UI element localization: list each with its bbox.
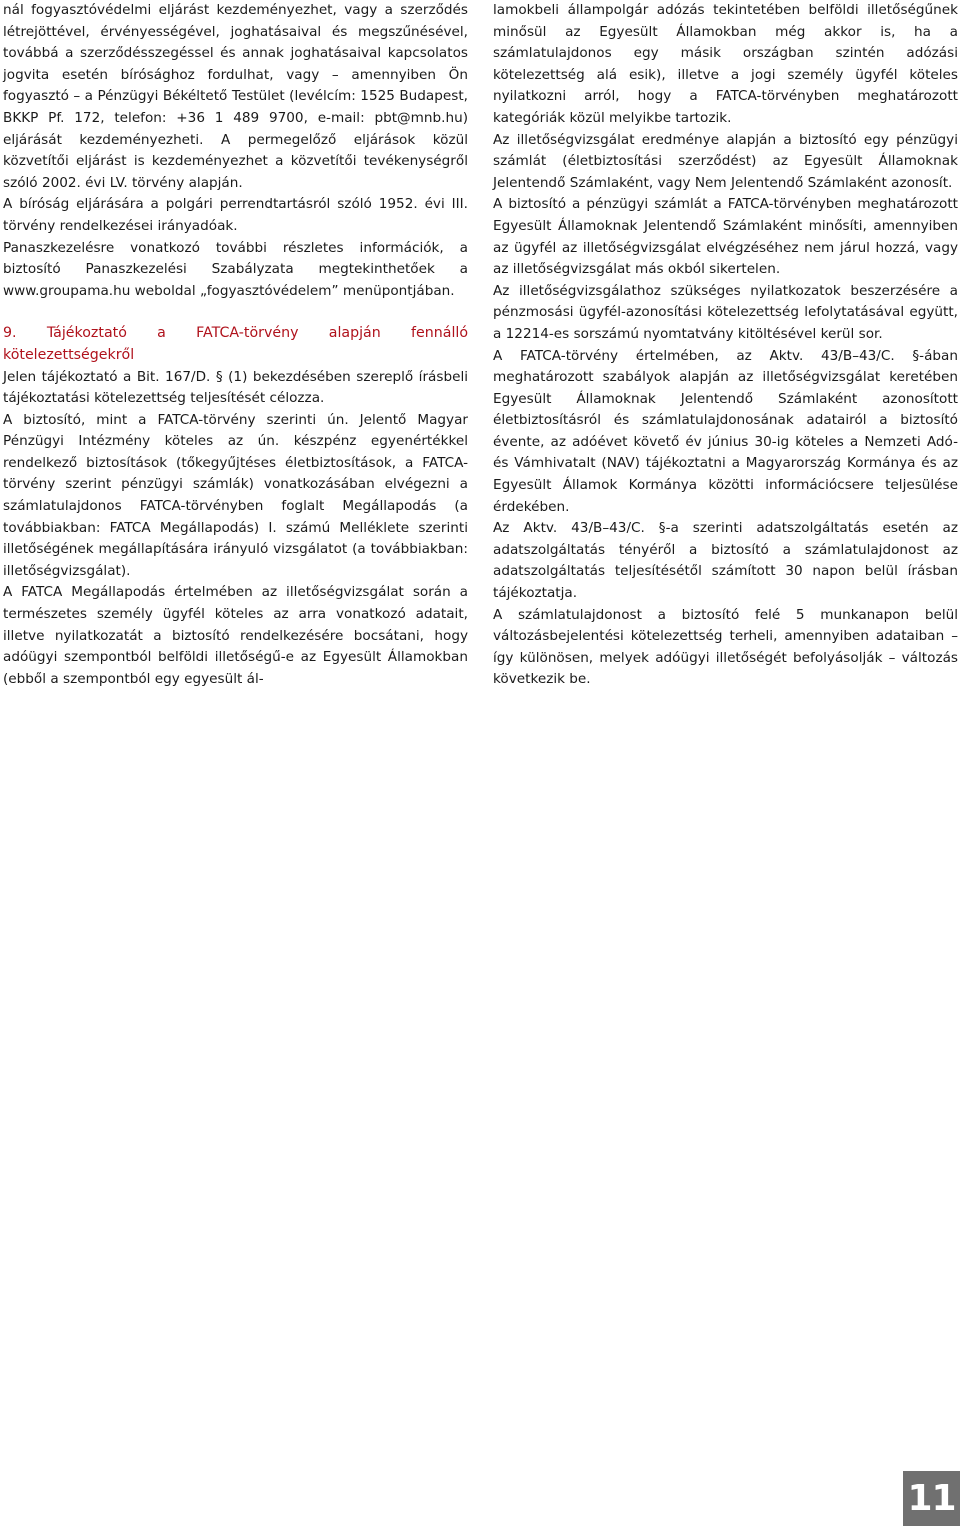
section-heading-number: 9.: [3, 325, 17, 342]
paragraph-fatca-agreement: A FATCA Megállapodás értelmében az illetőségvizsgálat során a természetes személy ügyfél köteles az arra vonatkozó adatait, illetve nyilatkozatát a biztosító rendelkezésére bocsátani, hogy adóügyi szempontból belföldi illetőségű-e az Egyesült Államokban (ebből a szempontból egy egyesült ál-: [3, 584, 468, 687]
section-heading: [3, 323, 468, 366]
paragraph-us-citizen: lamokbeli állampolgár adózás tekintetében belföldi illetőségűnek minősül az Egyesült Államokban még akkor is, ha a számlatulajdonos egy másik országban szintén adózási kötelezettség alá esik), illetve a jogi személy ügyfél köteles nyilatkozni arról, hogy a FATCA-törvényben meghatározott kategóriák közül melyikbe tartozik.: [493, 2, 958, 126]
paragraph-fatca-intro: Jelen tájékoztató a Bit. 167/D. § (1) bekezdésében szereplő írásbeli tájékoztatási kötelezettség teljesítését célozza.: [3, 368, 468, 407]
paragraph-notification: Az Aktv. 43/B–43/C. §-a szerinti adatszolgáltatás esetén az adatszolgáltatás tényéről a biztosító a számlatulajdonost az adatszolgáltatás teljesítésétől számított 30 napon belül írásban tájékoztatja.: [493, 520, 958, 602]
right-column: [493, 0, 958, 691]
paragraph-change-reporting: A számlatulajdonost a biztosító felé 5 munkanapon belül változásbejelentési kötelezettség terheli, amennyiben adataiban – így különösen, melyek adóügyi illetőségét befolyásolják – változás következik be.: [493, 606, 958, 688]
paragraph-consumer-protection: nál fogyasztóvédelmi eljárást kezdeményezhet, vagy a szerződés létrejöttével, érvényességével, joghatásaival és megszűnésével, továbbá a szerződésszegéssel és annak joghatásaival kapcsolatos jogvita esetén bírósághoz fordulhat, vagy – amennyiben Ön fogyasztó – a Pénzügyi Békéltető Testület (levélcím: 1525 Budapest, BKKP Pf. 172, telefon: +36 1 489 9700, e-mail: pbt@mnb.hu) eljárását kezdeményezheti. A permegelőző eljárások közül közvetítői eljárást is kezdeményezhet a közvetítői tevékenységről szóló 2002. évi LV. törvény alapján.: [3, 2, 468, 191]
paragraph-residency-result: Az illetőségvizsgálat eredménye alapján a biztosító egy pénzügyi számlát (életbiztosítási szerződést) az Egyesült Államoknak Jelentendő Számlaként, vagy Nem Jelentendő Számlaként azonosít.: [493, 131, 958, 191]
paragraph-court-procedure: A bíróság eljárására a polgári perrendtartásról szóló 1952. évi III. törvény rendelkezései irányadóak.: [3, 196, 468, 234]
page-number: 11: [907, 1478, 956, 1519]
paragraph-nav-reporting: A FATCA-törvény értelmében, az Aktv. 43/B–43/C. §-ában meghatározott szabályok alapján az illetőségvizsgálat keretében Egyesült Államoknak Jelentendő Számlaként azonosított életbiztosításról és számlatulajdonosának adatairól a biztosító évente, az adóévet követő év június 30-ig köteles a Nemzeti Adó- és Vámhivatalt (NAV) tájékoztatni a Magyarország Kormánya és az Egyesült Államok Kormánya közötti információcsere teljesülése érdekében.: [493, 347, 958, 515]
paragraph-complaint-handling: Panaszkezelésre vonatkozó további részletes információk, a biztosító Panaszkezelési Szabályzata megtekinthetőek a www.groupama.hu weboldal „fogyasztóvédelem” menüpontjában.: [3, 239, 468, 299]
page-number-badge: [903, 1471, 960, 1526]
paragraph-fatca-institution: A biztosító, mint a FATCA-törvény szerinti ún. Jelentő Magyar Pénzügyi Intézmény köteles az ún. készpénz egyenértékkel rendelkező biztosítások (tőkegyűjtéses életbiztosítások, a FATCA-törvény szerint pénzügyi számlák) vonatkozásában elvégezni a számlatulajdonos FATCA-törvényben foglalt Megállapodás (a továbbiakban: FATCA Megállapodás) I. számú Melléklete szerinti illetőségének megállapítására irányuló vizsgálatot (a továbbiakban: illetőségvizsgálat).: [3, 411, 468, 579]
paragraph-declarations: Az illetőségvizsgálathoz szükséges nyilatkozatok beszerzésére a pénzmosási ügyfél-azonosítási kötelezettség lefolytatásával együtt, a 12214-es sorszámú nyomtatvány kitöltésével kerül sor.: [493, 282, 958, 342]
section-spacer: [3, 302, 468, 323]
left-column: [3, 0, 468, 690]
paragraph-reportable-account: A biztosító a pénzügyi számlát a FATCA-törvényben meghatározott Egyesült Államoknak Jelentendő Számlaként minősíti, amennyiben az ügyfél az illetőségvizsgálat elvégzéséhez nem járul hozzá, vagy az illetőségvizsgálat más okból sikertelen.: [493, 196, 958, 278]
section-heading-text: Tájékoztató a FATCA-törvény alapján fennálló kötelezettségekről: [3, 325, 469, 363]
